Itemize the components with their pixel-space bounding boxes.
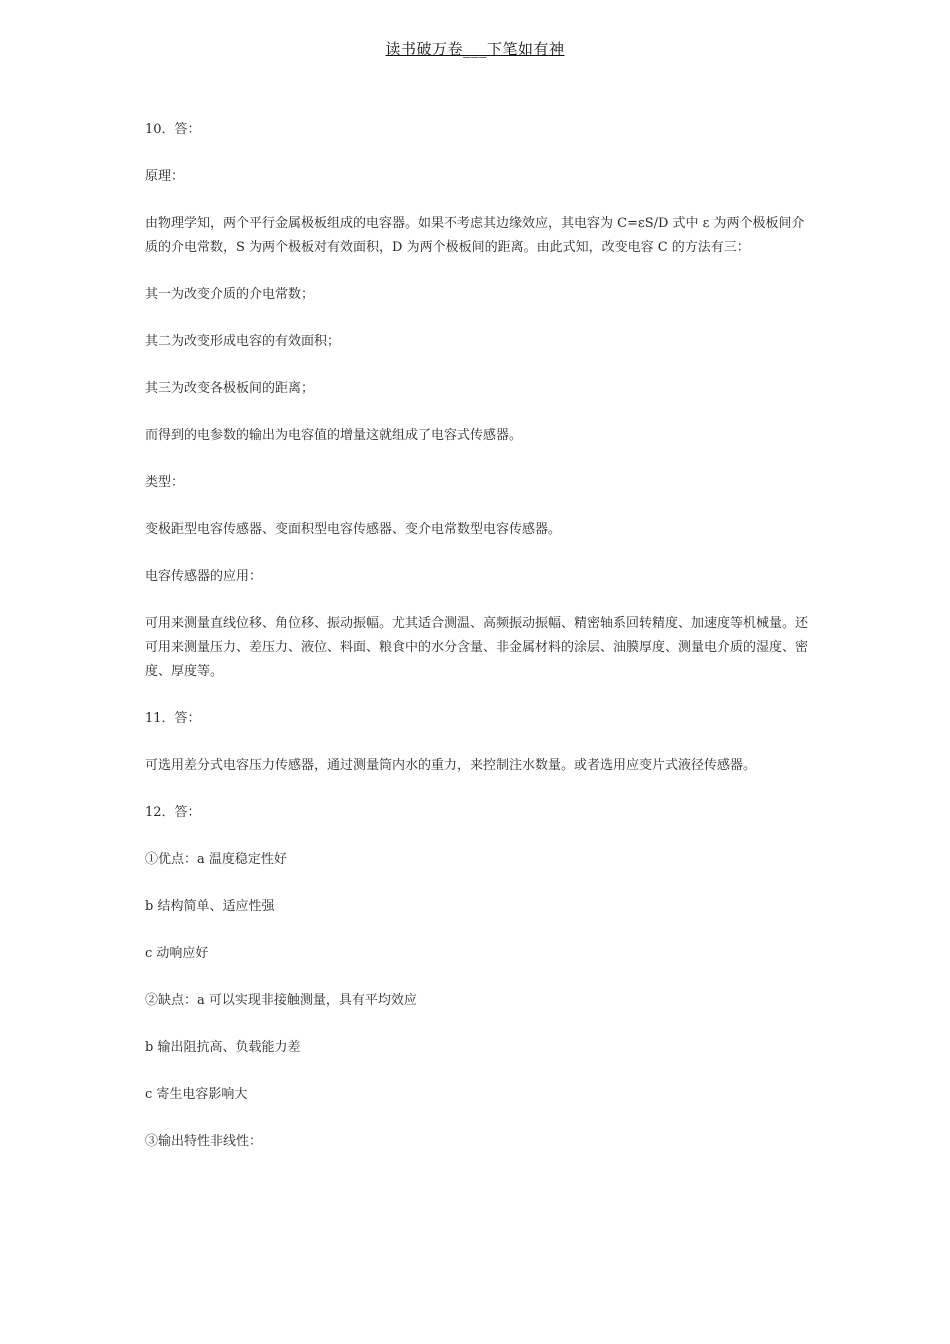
output-nonlinearity: ③输出特性非线性： bbox=[145, 1134, 263, 1149]
answer-11-text: 可选用差分式电容压力传感器，通过测量筒内水的重力，来控制注水数量。或者选用应变片式液径传感器。 bbox=[145, 758, 757, 773]
answer-11-heading: 11．答： bbox=[145, 711, 201, 726]
types-text: 变极距型电容传感器、变面积型电容传感器、变介电常数型电容传感器。 bbox=[145, 522, 562, 537]
answer-12-heading: 12．答： bbox=[145, 805, 201, 820]
applications-text: 可用来测量直线位移、角位移、振动振幅。尤其适合测温、高频振动振幅、精密轴系回转精度、加速度等机械量。还可用来测量压力、差压力、液位、料面、粮食中的水分含量、非金属材料的涂层、油膜厚度、测量电介质的湿度、密度、厚度等。 bbox=[145, 616, 809, 679]
advantage-b: b 结构简单、适应性强 bbox=[145, 899, 275, 914]
applications-label: 电容传感器的应用： bbox=[145, 569, 263, 584]
disadvantage-c: c 寄生电容影响大 bbox=[145, 1087, 248, 1102]
answer-10-heading: 10．答： bbox=[145, 122, 201, 137]
principle-conclusion: 而得到的电参数的输出为电容值的增量这就组成了电容式传感器。 bbox=[145, 428, 523, 443]
disadvantage-b: b 输出阻抗高、负载能力差 bbox=[145, 1040, 301, 1055]
advantage-c: c 动响应好 bbox=[145, 946, 209, 961]
principle-label: 原理： bbox=[145, 169, 185, 184]
disadvantage-a: ②缺点：a 可以实现非接触测量，具有平均效应 bbox=[145, 993, 417, 1008]
advantage-a: ①优点：a 温度稳定性好 bbox=[145, 852, 287, 867]
document-body bbox=[145, 118, 815, 1177]
method-one: 其一为改变介质的介电常数； bbox=[145, 287, 315, 302]
types-label: 类型： bbox=[145, 475, 185, 490]
method-three: 其三为改变各极板间的距离； bbox=[145, 381, 315, 396]
method-two: 其二为改变形成电容的有效面积； bbox=[145, 334, 341, 349]
principle-text: 由物理学知，两个平行金属极板组成的电容器。如果不考虑其边缘效应，其电容为 C=εS/D 式中 ε 为两个极板间介质的介电常数，S 为两个极板对有效面积，D 为两个极板间的距离。由此式知，改变电容 C 的方法有三： bbox=[145, 216, 805, 255]
page-header: 读书破万卷___下笔如有神 bbox=[385, 40, 565, 58]
